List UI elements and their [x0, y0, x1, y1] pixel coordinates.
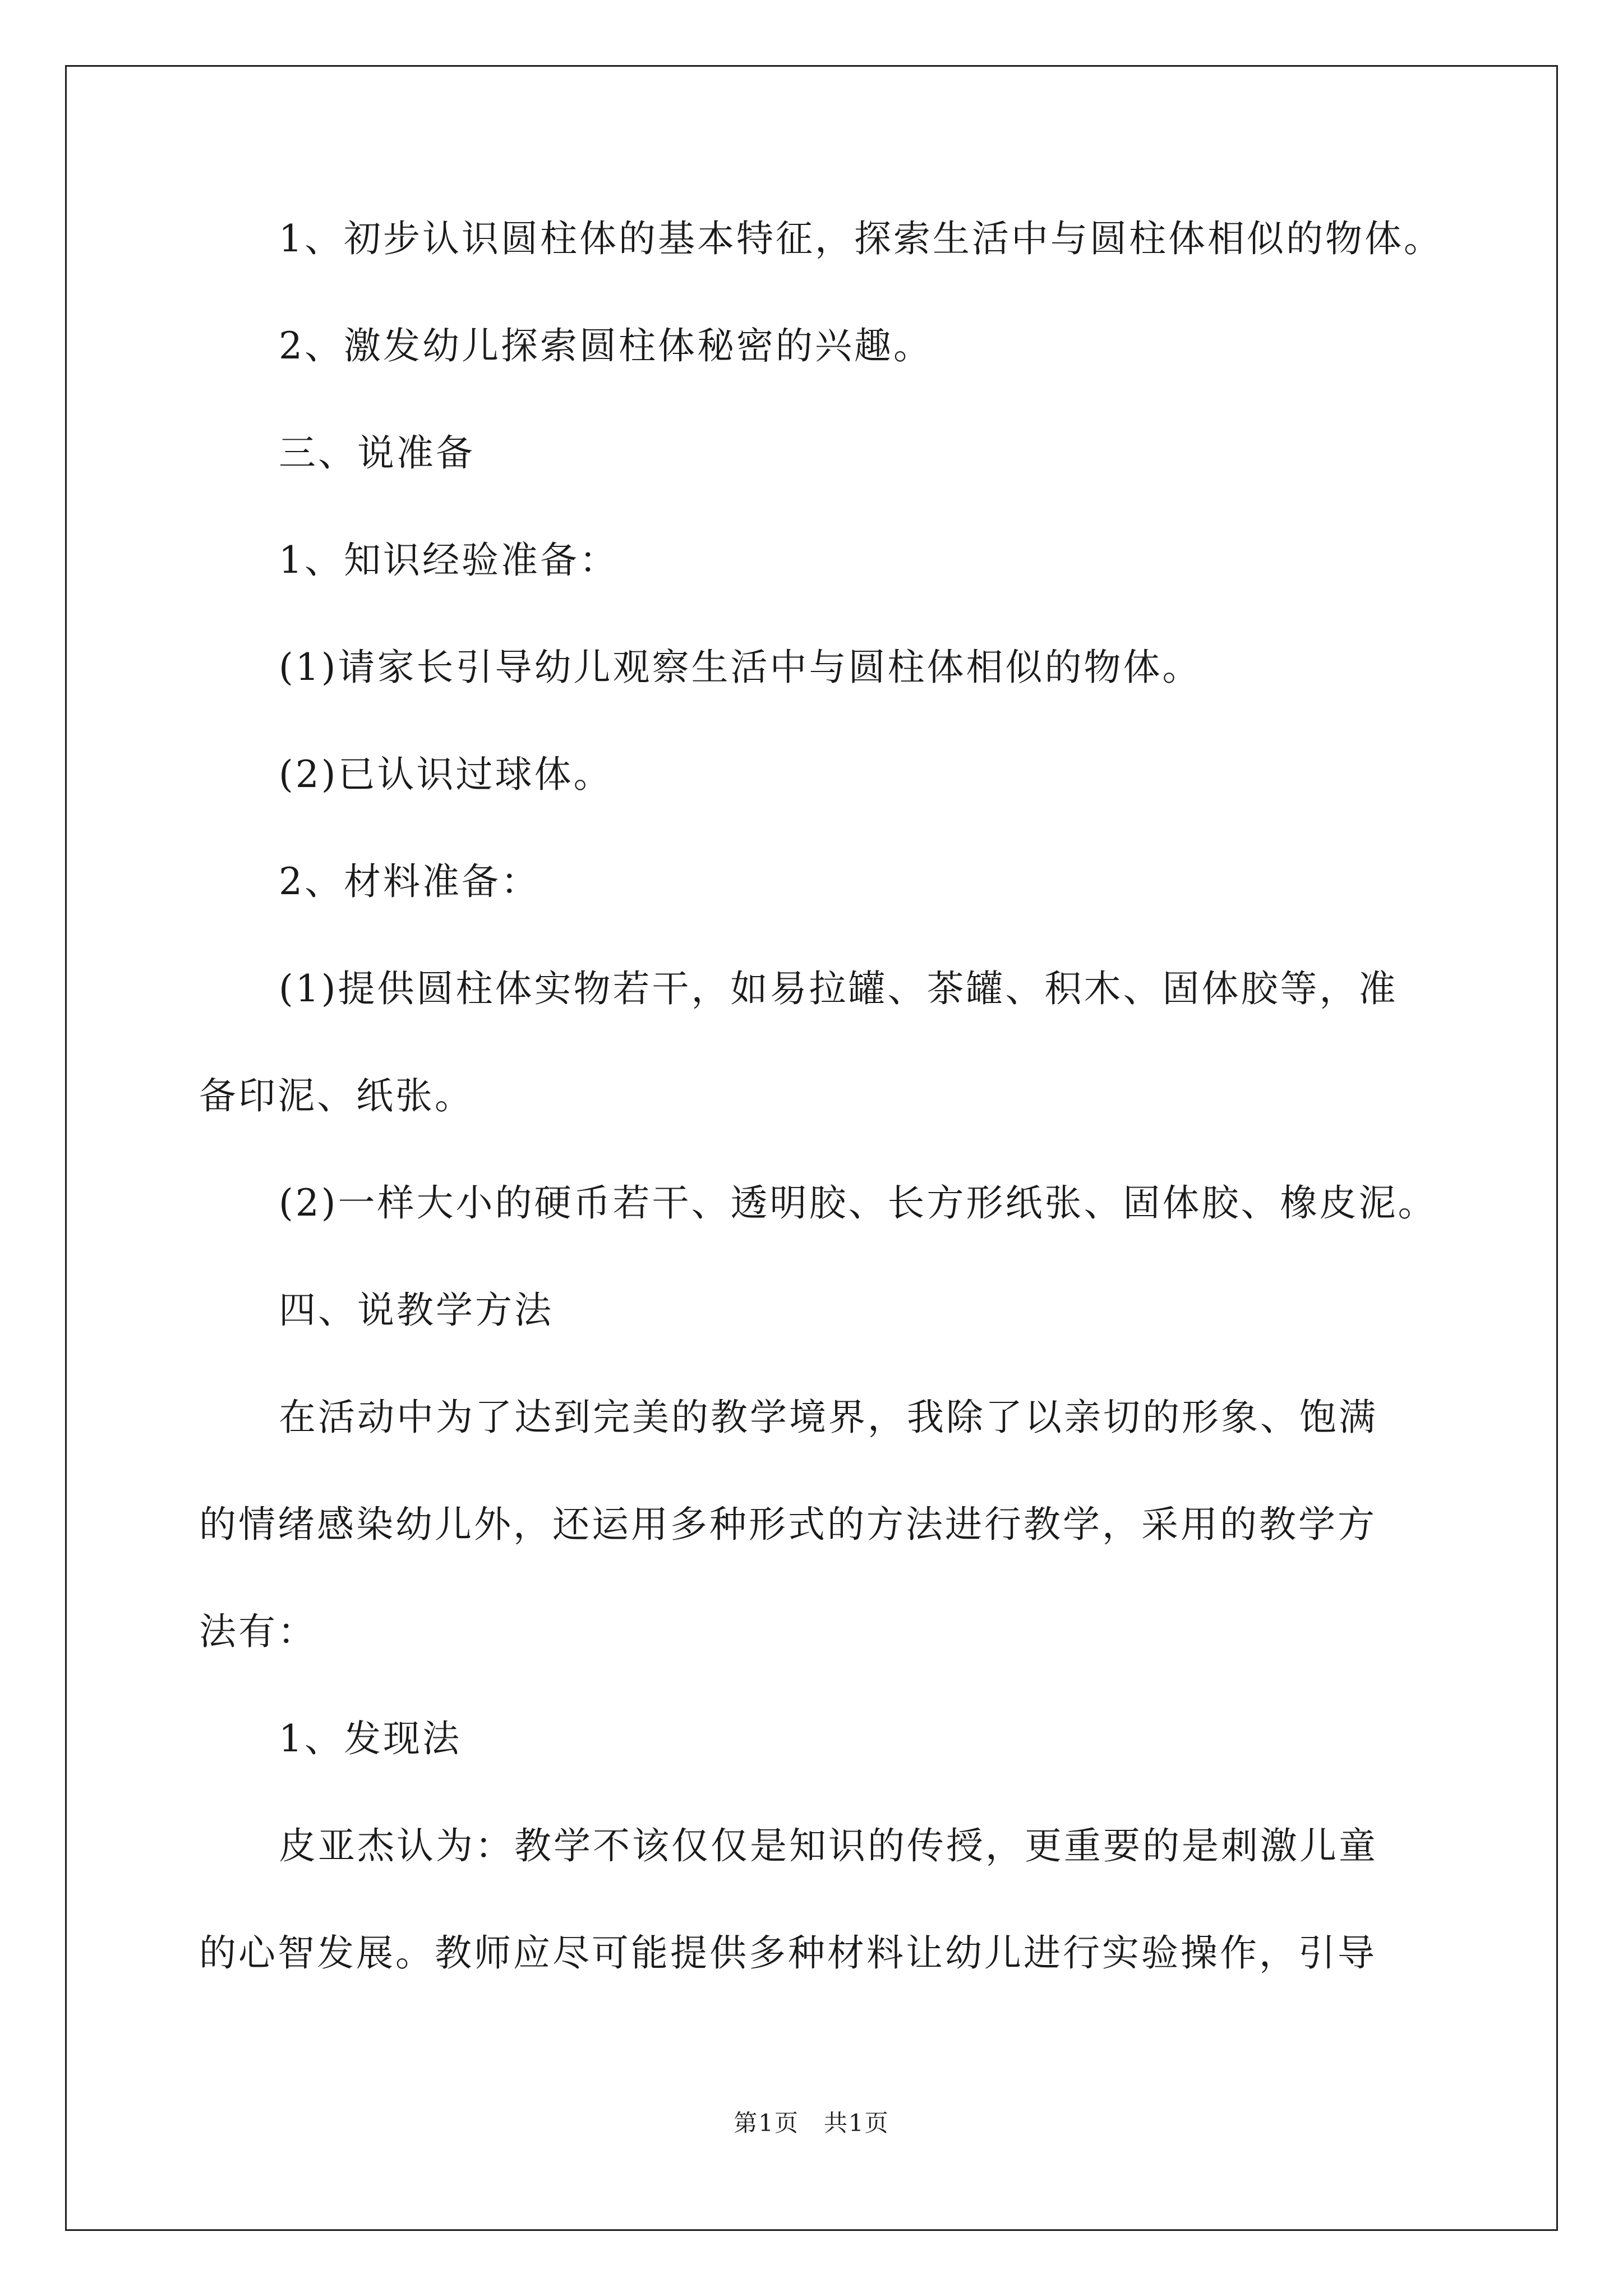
- page-border: [65, 65, 1558, 2231]
- paragraph-line: 1、知识经验准备：: [279, 539, 619, 582]
- paragraph-line: (2)已认识过球体。: [279, 753, 613, 796]
- paragraph-line: (1)请家长引导幼儿观察生活中与圆柱体相似的物体。: [279, 646, 1202, 689]
- paragraph-line: (2)一样大小的硬币若干、透明胶、长方形纸张、固体胶、橡皮泥。: [279, 1181, 1437, 1225]
- section-heading: 四、说教学方法: [279, 1289, 554, 1332]
- paragraph-line: (1)提供圆柱体实物若干，如易拉罐、茶罐、积木、固体胶等，准: [279, 967, 1398, 1010]
- paragraph-line: 2、激发幼儿探索圆柱体秘密的兴趣。: [279, 324, 933, 367]
- paragraph-line: 的心智发展。教师应尽可能提供多种材料让幼儿进行实验操作，引导: [199, 1931, 1377, 1975]
- paragraph-line: 2、材料准备：: [279, 860, 540, 903]
- paragraph-line: 皮亚杰认为：教学不该仅仅是知识的传授，更重要的是刺激儿童: [279, 1824, 1378, 1867]
- paragraph-line: 备印泥、纸张。: [199, 1074, 474, 1117]
- paragraph-line: 在活动中为了达到完美的教学境界，我除了以亲切的形象、饱满: [279, 1396, 1378, 1439]
- section-heading: 三、说准备: [279, 431, 475, 475]
- paragraph-line: 1、发现法: [279, 1717, 462, 1760]
- paragraph-line: 法有：: [199, 1610, 317, 1653]
- paragraph-line: 1、初步认识圆柱体的基本特征，探索生活中与圆柱体相似的物体。: [279, 217, 1443, 260]
- page-footer: 第1页 共1页: [734, 2109, 889, 2137]
- paragraph-line: 的情绪感染幼儿外，还运用多种形式的方法进行教学，采用的教学方: [199, 1503, 1377, 1546]
